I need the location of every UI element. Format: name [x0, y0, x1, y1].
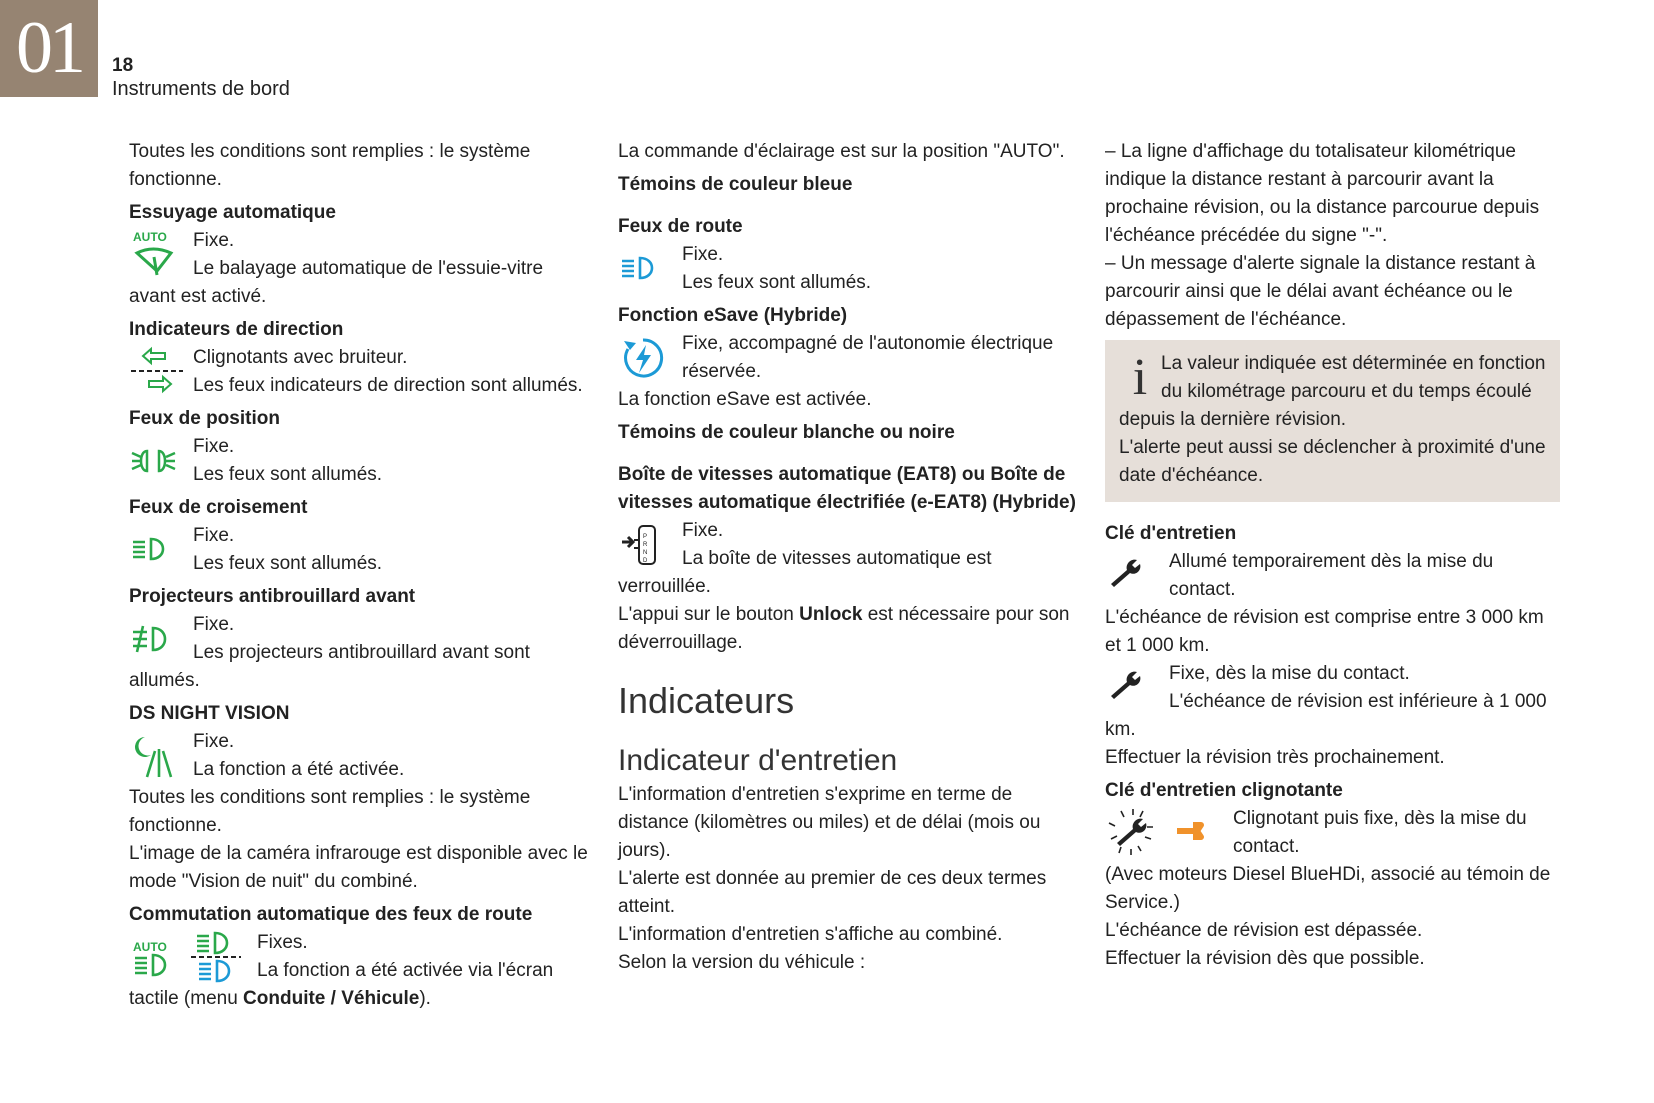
- svg-text:P: P: [643, 534, 648, 540]
- text-line: Les feux sont allumés.: [682, 272, 872, 293]
- svg-text:D: D: [643, 558, 648, 564]
- text-line: L'alerte est donnée au premier de ces deux termes atteint.: [618, 868, 1047, 917]
- column-left: [129, 138, 589, 1013]
- svg-text:N: N: [643, 550, 648, 556]
- subsection-title: Indicateur d'entretien: [618, 744, 898, 777]
- indicator-item: [129, 344, 589, 400]
- text-line: L'image de la caméra infrarouge est disponible avec le mode "Vision de nuit" du combiné.: [129, 843, 588, 892]
- info-note: [1105, 340, 1560, 502]
- paragraph: [618, 138, 1078, 166]
- text-line: Fixe.: [682, 244, 724, 265]
- subsection-heading: Feux de route: [618, 216, 743, 237]
- section-title: Indicateurs: [618, 680, 795, 721]
- chapter-number-badge: 01: [0, 0, 98, 97]
- text-line: La boîte de vitesses automatique est verrouillée.: [618, 548, 992, 597]
- text-line: Clignotant puis fixe, dès la mise du contact.: [1233, 808, 1527, 857]
- text-line: Fixe.: [193, 230, 235, 251]
- text-line: Les projecteurs antibrouillard avant sont allumés.: [129, 642, 530, 691]
- text-run: La fonction a été activée via l'écran tactile (menu: [129, 960, 554, 1009]
- indicator-item: [618, 330, 1078, 386]
- paragraph: [618, 386, 1078, 414]
- text-line: Effectuer la révision dès que possible.: [1105, 948, 1425, 969]
- auto-high-beam-icon: [129, 929, 257, 985]
- subsection-heading: Boîte de vitesses automatique (EAT8) ou Boîte de vitesses automatique électrifiée (e-EAT8) (Hybride): [618, 464, 1076, 513]
- text-line: Fixe, accompagné de l'autonomie électrique réservée.: [682, 333, 1054, 382]
- front-fog-icon: [129, 611, 193, 667]
- subsection-heading: Feux de position: [129, 408, 280, 429]
- subsection-heading: Projecteurs antibrouillard avant: [129, 586, 416, 607]
- text-line: Les feux sont allumés.: [193, 553, 383, 574]
- text-line: Les feux sont allumés.: [193, 464, 383, 485]
- text-line: – Un message d'alerte signale la distance restant à parcourir ainsi que le délai avant échéance ou le dépassement de l'échéance.: [1105, 253, 1536, 330]
- text-line: [618, 601, 1078, 657]
- bold-term: Unlock: [799, 604, 863, 625]
- text-line: Clignotants avec bruiteur.: [193, 347, 408, 368]
- indicator-item: [1105, 548, 1560, 604]
- subsection-heading: Indicateurs de direction: [129, 319, 344, 340]
- esave-icon: [618, 330, 682, 386]
- text-line: Fixe.: [193, 436, 235, 457]
- paragraph: [1105, 138, 1560, 334]
- text-line: Toutes les conditions sont remplies : le système fonctionne.: [129, 787, 531, 836]
- text-run: est nécessaire pour son déverrouillage.: [618, 604, 1070, 653]
- subsection-heading: Témoins de couleur blanche ou noire: [618, 422, 955, 443]
- text-line: Le balayage automatique de l'essuie-vitre avant est activé.: [129, 258, 544, 307]
- auto-wiper-icon: [129, 227, 193, 283]
- text-line: Toutes les conditions sont remplies : le système fonctionne.: [129, 141, 531, 190]
- indicator-item: [129, 522, 589, 578]
- text-line: Les feux indicateurs de direction sont allumés.: [193, 375, 583, 396]
- paragraph: [129, 784, 589, 896]
- subsection-heading: Feux de croisement: [129, 497, 308, 518]
- text-line: Fixe, dès la mise du contact.: [1169, 663, 1410, 684]
- subsection-heading: Clé d'entretien clignotante: [1105, 780, 1343, 801]
- info-icon: i: [1132, 349, 1148, 406]
- text-run: L'appui sur le bouton: [618, 604, 800, 625]
- text-line: Fixe.: [193, 614, 235, 635]
- subsection-heading: Commutation automatique des feux de route: [129, 904, 533, 925]
- high-beam-icon: [618, 241, 682, 297]
- text-line: Fixe.: [193, 525, 235, 546]
- indicator-item: [129, 929, 589, 1013]
- text-line: (Avec moteurs Diesel BlueHDi, associé au témoin de Service.): [1105, 864, 1551, 913]
- bold-term: Conduite / Véhicule: [243, 988, 420, 1009]
- subsection-heading: Témoins de couleur bleue: [618, 174, 853, 195]
- indicator-item: [129, 227, 589, 311]
- text-line: L'échéance de révision est comprise entre 3 000 km et 1 000 km.: [1105, 607, 1544, 656]
- text-line: La commande d'éclairage est sur la position "AUTO".: [618, 141, 1065, 162]
- gearbox-lock-icon: [618, 517, 682, 573]
- subsection-heading: Clé d'entretien: [1105, 523, 1237, 544]
- subsection-heading: Essuyage automatique: [129, 202, 336, 223]
- wrench-icon: [1105, 660, 1169, 716]
- dipped-beam-icon: [129, 522, 193, 578]
- wrench-icon: [1105, 548, 1169, 604]
- indicator-item: [129, 433, 589, 489]
- night-vision-icon: [129, 728, 193, 784]
- text-line: Fixe.: [193, 731, 235, 752]
- text-line: L'échéance de révision est dépassée.: [1105, 920, 1423, 941]
- paragraph: [1105, 744, 1560, 772]
- section-title: Instruments de bord: [112, 78, 290, 100]
- indicator-item: [1105, 660, 1560, 744]
- text-line: Effectuer la révision très prochainement.: [1105, 747, 1445, 768]
- subsection-heading: DS NIGHT VISION: [129, 703, 290, 724]
- text-line: Fixes.: [257, 932, 308, 953]
- text-line: La fonction eSave est activée.: [618, 389, 872, 410]
- page-number: 18: [112, 55, 134, 76]
- paragraph: [1105, 861, 1560, 973]
- svg-text:AUTO: AUTO: [133, 230, 167, 244]
- text-line: L'échéance de révision est inférieure à 1 000 km.: [1105, 691, 1547, 740]
- svg-text:AUTO: AUTO: [133, 940, 167, 954]
- text-run: ).: [419, 988, 431, 1009]
- column-right: [1105, 138, 1560, 973]
- paragraph: [1105, 604, 1560, 660]
- indicator-item: [618, 241, 1078, 297]
- text-line: L'information d'entretien s'exprime en terme de distance (kilomètres ou miles) et de délai (mois ou jours).: [618, 784, 1041, 861]
- indicator-item: [129, 611, 589, 695]
- paragraph: [618, 781, 1078, 977]
- svg-text:R: R: [643, 542, 648, 548]
- position-lights-icon: [129, 433, 193, 489]
- paragraph: [129, 138, 589, 194]
- text-line: Selon la version du véhicule :: [618, 952, 866, 973]
- text-line: L'information d'entretien s'affiche au combiné.: [618, 924, 1003, 945]
- text-line: Fixe.: [682, 520, 724, 541]
- column-middle: [618, 138, 1078, 977]
- text-line: La fonction a été activée.: [193, 759, 405, 780]
- flashing-wrench-icon: [1105, 805, 1233, 861]
- indicator-item: [1105, 805, 1560, 861]
- text-line: Allumé temporairement dès la mise du contact.: [1169, 551, 1494, 600]
- text-line: – La ligne d'affichage du totalisateur kilométrique indique la distance restant à parcourir avant la prochaine révision, ou la distance parcourue depuis l'échéance précédée du signe "-".: [1105, 141, 1540, 246]
- subsection-heading: Fonction eSave (Hybride): [618, 305, 848, 326]
- indicator-item: [129, 728, 589, 784]
- turn-signal-icon: [129, 344, 193, 400]
- paragraph: [618, 601, 1078, 657]
- text-line: La valeur indiquée est déterminée en fonction du kilométrage parcouru et du temps écoulé depuis la dernière révision.: [1119, 353, 1546, 430]
- indicator-item: [618, 517, 1078, 601]
- text-line: L'alerte peut aussi se déclencher à proximité d'une date d'échéance.: [1119, 437, 1546, 486]
